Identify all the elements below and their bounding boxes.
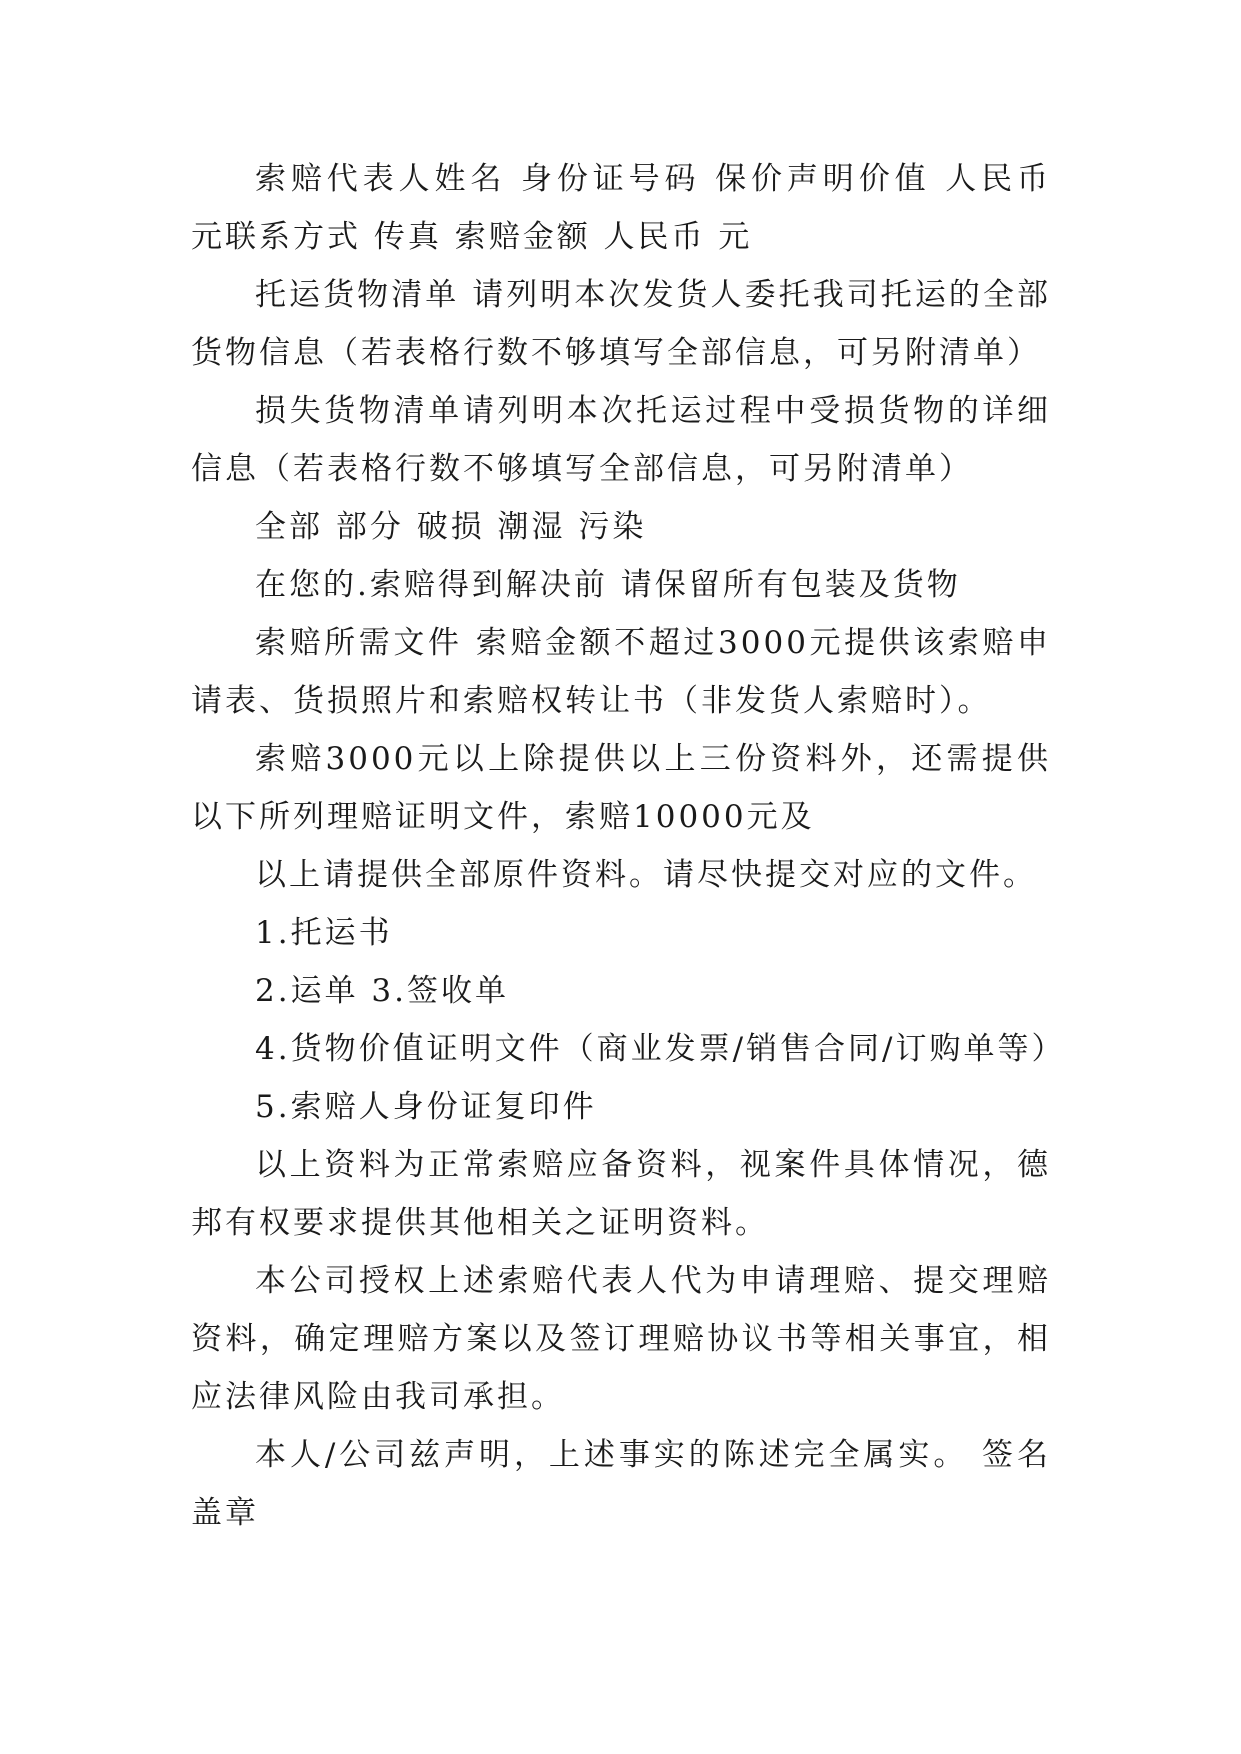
list-item-id-copy: 5.索赔人身份证复印件: [255, 1089, 597, 1125]
paragraph-damaged-goods-list: 损失货物清单请列明本次托运过程中受损货物的详细信息（若表格行数不够填写全部信息，可另附清单）: [191, 393, 1051, 487]
paragraph-declaration-signature: 本人/公司兹声明，上述事实的陈述完全属实。 签名盖章: [191, 1437, 1051, 1531]
paragraph-original-documents: 以上请提供全部原件资料。请尽快提交对应的文件。: [255, 857, 1037, 893]
list-item-consignment-note: 1.托运书: [255, 915, 393, 951]
document-body: [191, 150, 1066, 1542]
paragraph-keep-packaging: 在您的.索赔得到解决前 请保留所有包装及货物: [255, 567, 961, 603]
paragraph-authorization: 本公司授权上述索赔代表人代为申请理赔、提交理赔资料，确定理赔方案以及签订理赔协议书等相关事宜，相应法律风险由我司承担。: [191, 1263, 1051, 1415]
list-item-waybill-receipt: 2.运单 3.签收单: [255, 973, 510, 1009]
list-item-value-proof: 4.货物价值证明文件（商业发票/销售合同/订购单等）: [255, 1031, 1066, 1067]
paragraph-additional-materials: 以上资料为正常索赔应备资料，视案件具体情况，德邦有权要求提供其他相关之证明资料。: [191, 1147, 1051, 1241]
paragraph-over-3000: 索赔3000元以上除提供以上三份资料外，还需提供以下所列理赔证明文件，索赔10000元及: [191, 741, 1051, 835]
paragraph-damage-type: 全部 部分 破损 潮湿 污染: [255, 509, 647, 545]
paragraph-required-documents: 索赔所需文件 索赔金额不超过3000元提供该索赔申请表、货损照片和索赔权转让书（非发货人索赔时）。: [191, 625, 1051, 719]
paragraph-consigned-goods-list: 托运货物清单 请列明本次发货人委托我司托运的全部货物信息（若表格行数不够填写全部信息，可另附清单）: [191, 277, 1051, 371]
paragraph-claim-representative: 索赔代表人姓名 身份证号码 保价声明价值 人民币 元联系方式 传真 索赔金额 人民币 元: [191, 161, 1051, 255]
